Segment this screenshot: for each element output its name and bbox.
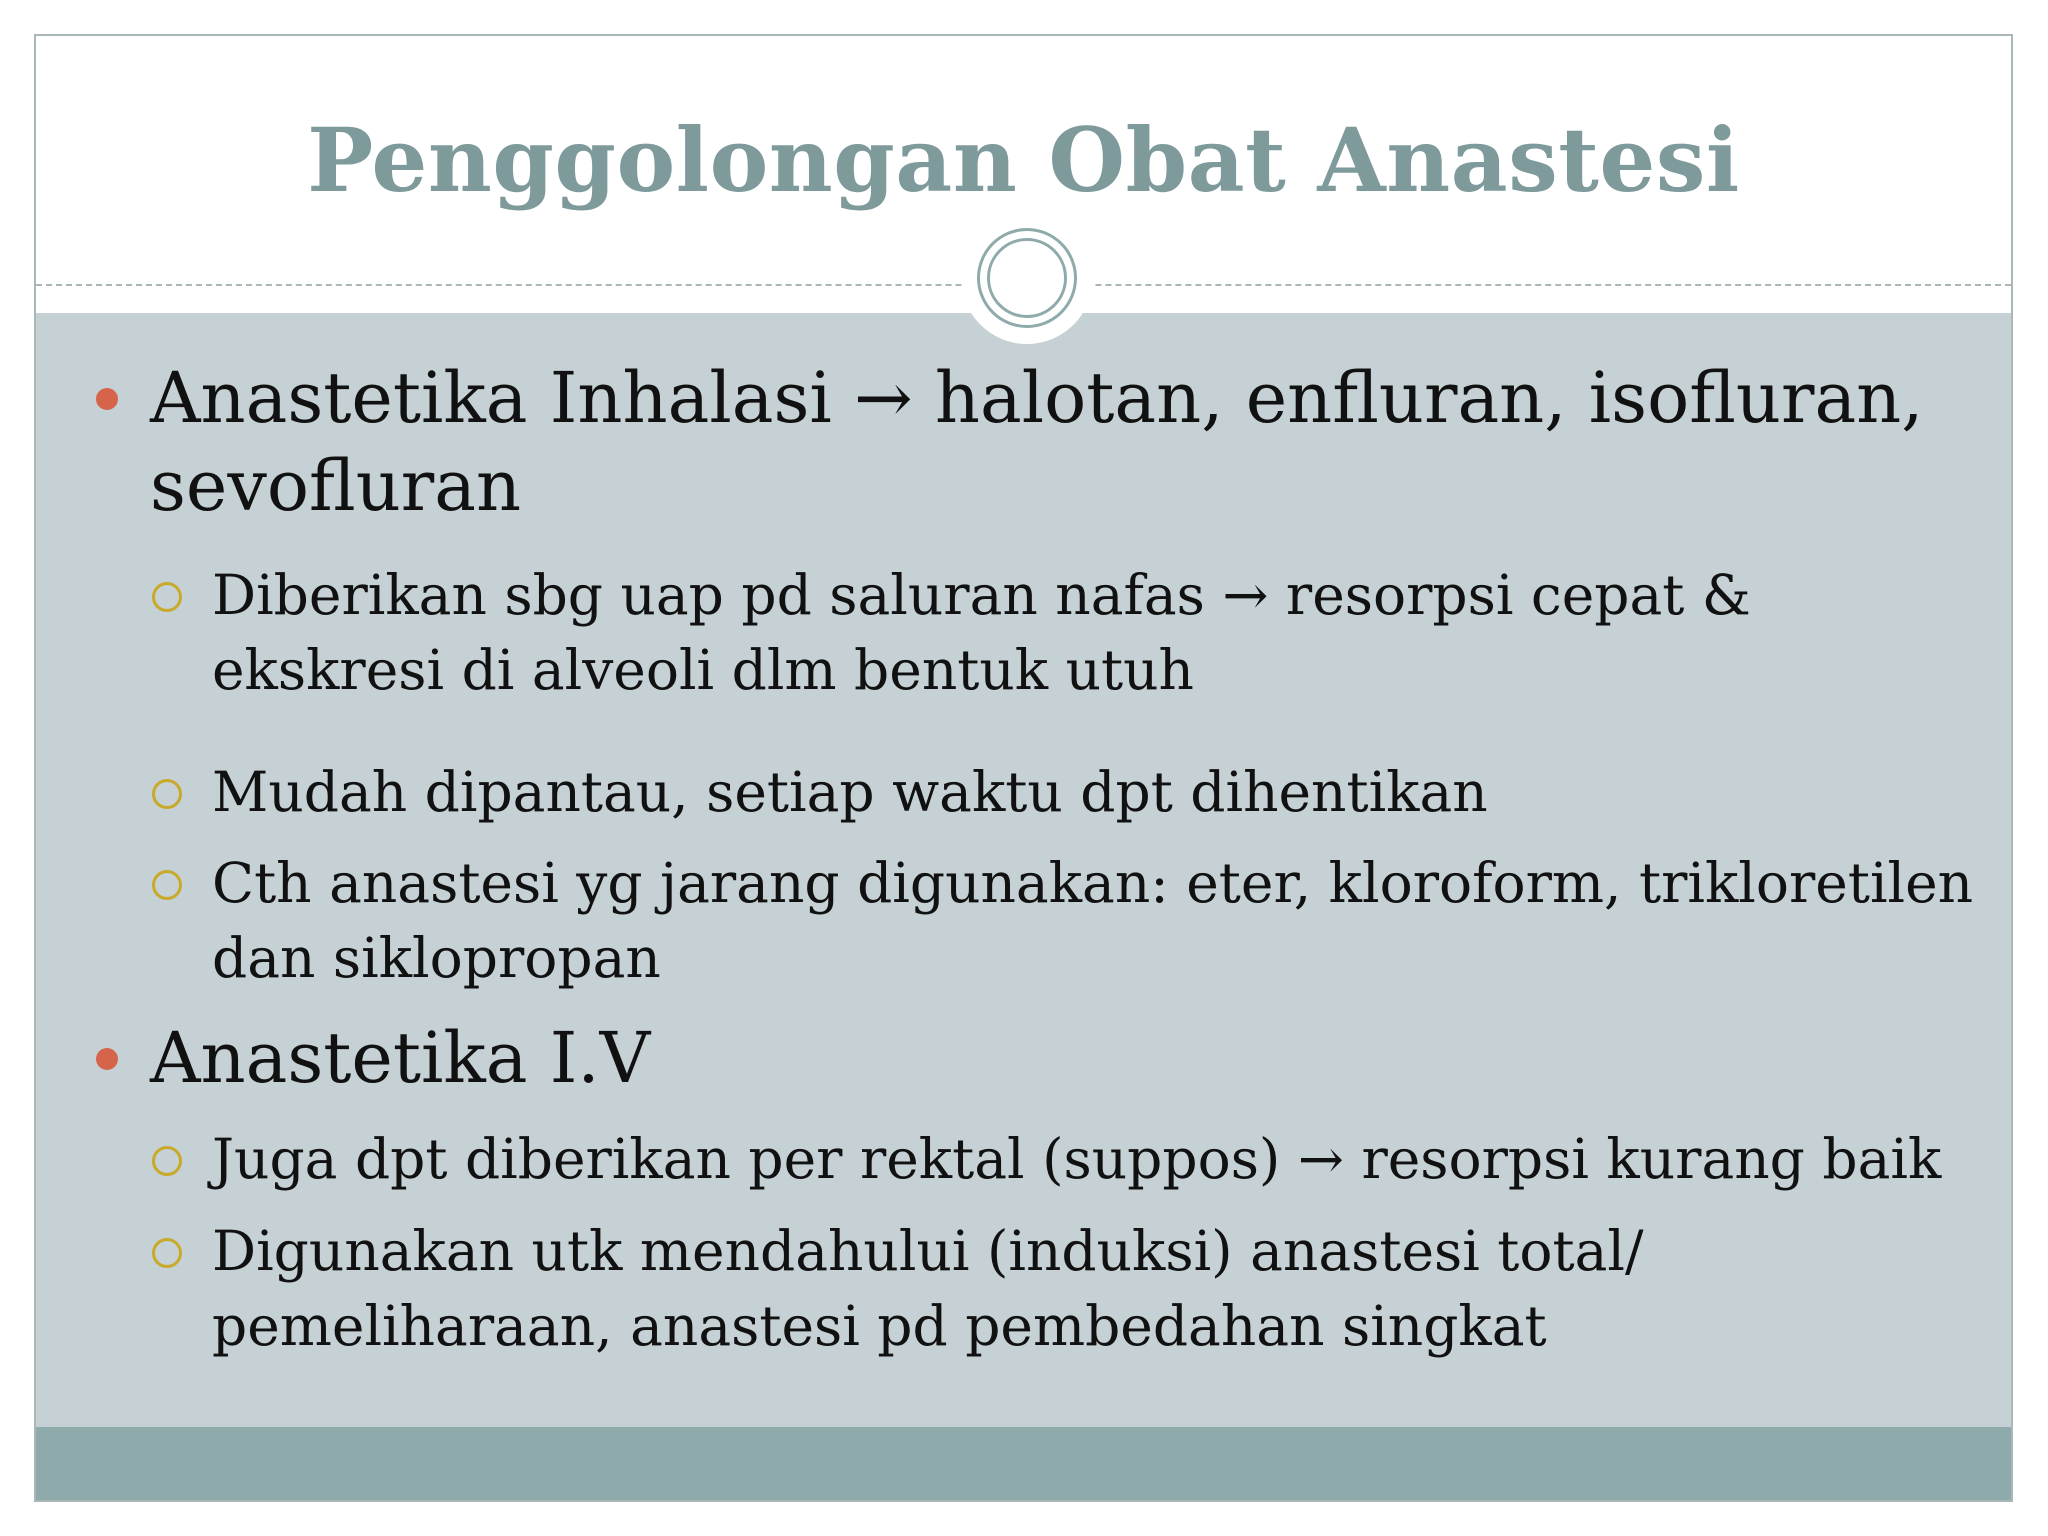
- bullet-ring-icon: [152, 870, 182, 900]
- sub-bullet-text: Mudah dipantau, setiap waktu dpt dihentikan: [212, 760, 1488, 824]
- sub-bullet-text: Cth anastesi yg jarang digunakan: eter, kloroform, trikloretilen dan siklopropan: [212, 851, 1974, 990]
- sub-bullet-item: [212, 558, 1992, 708]
- bullet-ring-icon: [152, 779, 182, 809]
- sub-bullet-item: [212, 1214, 1992, 1364]
- sub-bullet-item: [212, 755, 1992, 830]
- slide-title: Penggolongan Obat Anastesi: [307, 108, 1740, 212]
- bullet-ring-icon: [152, 1146, 182, 1176]
- bullet-text: Anastetika Inhalasi → halotan, enfluran, isofluran, sevofluran: [150, 357, 1924, 527]
- bullet-list: [36, 36, 2011, 1500]
- sub-bullet-item: [212, 1122, 1992, 1197]
- bullet-text: Anastetika I.V: [150, 1017, 651, 1099]
- sub-bullet-item: [212, 846, 1992, 996]
- bullet-item-inhalasi: [150, 354, 1950, 530]
- sub-bullet-text: Juga dpt diberikan per rektal (suppos) → resorpsi kurang baik: [212, 1127, 1942, 1191]
- bullet-ring-icon: [152, 582, 182, 612]
- bullet-dot-icon: [96, 388, 118, 410]
- sub-bullet-text: Digunakan utk mendahului (induksi) anastesi total/ pemeliharaan, anastesi pd pembedahan singkat: [212, 1219, 1644, 1358]
- bullet-dot-icon: [96, 1048, 118, 1070]
- bullet-ring-icon: [152, 1238, 182, 1268]
- bullet-item-iv: [150, 1014, 1950, 1102]
- slide: [34, 34, 2013, 1502]
- sub-bullet-text: Diberikan sbg uap pd saluran nafas → resorpsi cepat & ekskresi di alveoli dlm bentuk utuh: [212, 563, 1751, 702]
